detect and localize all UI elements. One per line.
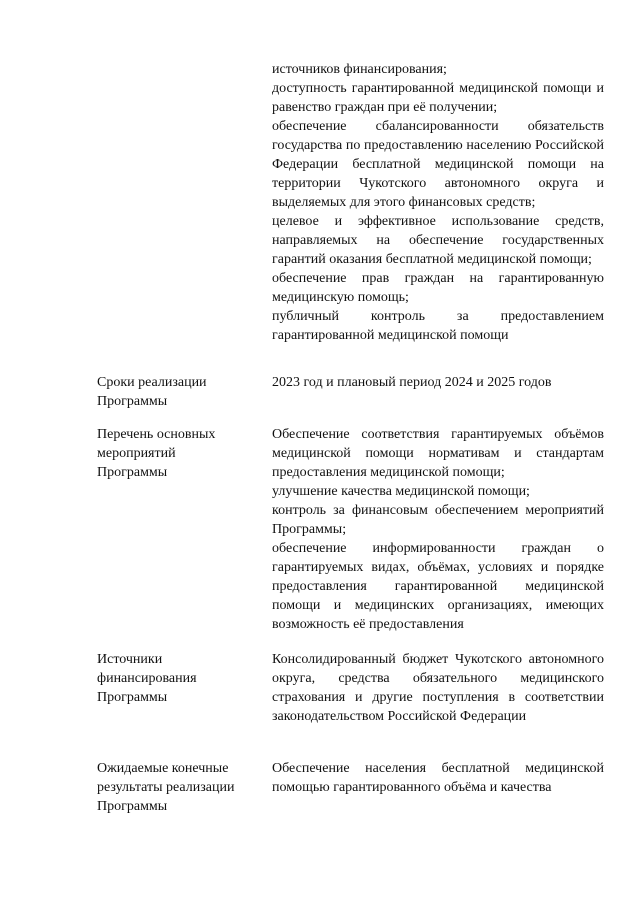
funding-label xyxy=(97,650,257,707)
timeline-content xyxy=(272,373,604,392)
activity-item: улучшение качества медицинской помощи; xyxy=(272,484,530,499)
label-line: Сроки реализации xyxy=(97,375,207,390)
label-line: финансирования xyxy=(97,671,197,686)
label-line: Программы xyxy=(97,465,168,480)
goal-item: публичный контроль за предоставлением гарантированной медицинской помощи xyxy=(272,309,604,343)
label-line: Программы xyxy=(97,799,168,814)
timeline-label xyxy=(97,373,257,411)
label-line: Программы xyxy=(97,394,168,409)
goal-item: обеспечение сбалансированности обязательств государства по предоставлению населению Российской Федерации бесплатной медицинской помощи на территории Чукотского автономного округа и выделяемых для этого финансовых средств; xyxy=(272,119,604,210)
activities-content xyxy=(272,425,604,634)
label-line: Перечень основных xyxy=(97,427,216,442)
label-line: Программы xyxy=(97,690,168,705)
activities-label xyxy=(97,425,257,482)
goal-item: доступность гарантированной медицинской помощи и равенство граждан при её получении; xyxy=(272,81,604,115)
label-line: мероприятий xyxy=(97,446,176,461)
funding-content xyxy=(272,650,604,726)
activity-item: контроль за финансовым обеспечением мероприятий Программы; xyxy=(272,503,604,537)
goal-item: источников финансирования; xyxy=(272,62,447,77)
results-value: Обеспечение населения бесплатной медицинской помощью гарантированного объёма и качества xyxy=(272,761,604,795)
label-line: результаты реализации xyxy=(97,780,235,795)
goal-item: обеспечение прав граждан на гарантированную медицинскую помощь; xyxy=(272,271,604,305)
goals-continuation-content xyxy=(272,60,604,345)
label-line: Ожидаемые конечные xyxy=(97,761,229,776)
timeline-value: 2023 год и плановый период 2024 и 2025 годов xyxy=(272,375,552,390)
results-label xyxy=(97,759,257,816)
label-line: Источники xyxy=(97,652,163,667)
activity-item: обеспечение информированности граждан о гарантируемых видах, объёмах, условиях и порядке предоставления гарантированной медицинской помощи и медицинских организациях, имеющих возможность её предоставления xyxy=(272,541,604,632)
results-content xyxy=(272,759,604,797)
funding-value: Консолидированный бюджет Чукотского автономного округа, средства обязательного медицинского страхования и другие поступления в соответствии законодательством Российской Федерации xyxy=(272,652,604,724)
goal-item: целевое и эффективное использование средств, направляемых на обеспечение государственных гарантий оказания бесплатной медицинской помощи; xyxy=(272,214,604,267)
activity-item: Обеспечение соответствия гарантируемых объёмов медицинской помощи нормативам и стандартам предоставления медицинской помощи; xyxy=(272,427,604,480)
